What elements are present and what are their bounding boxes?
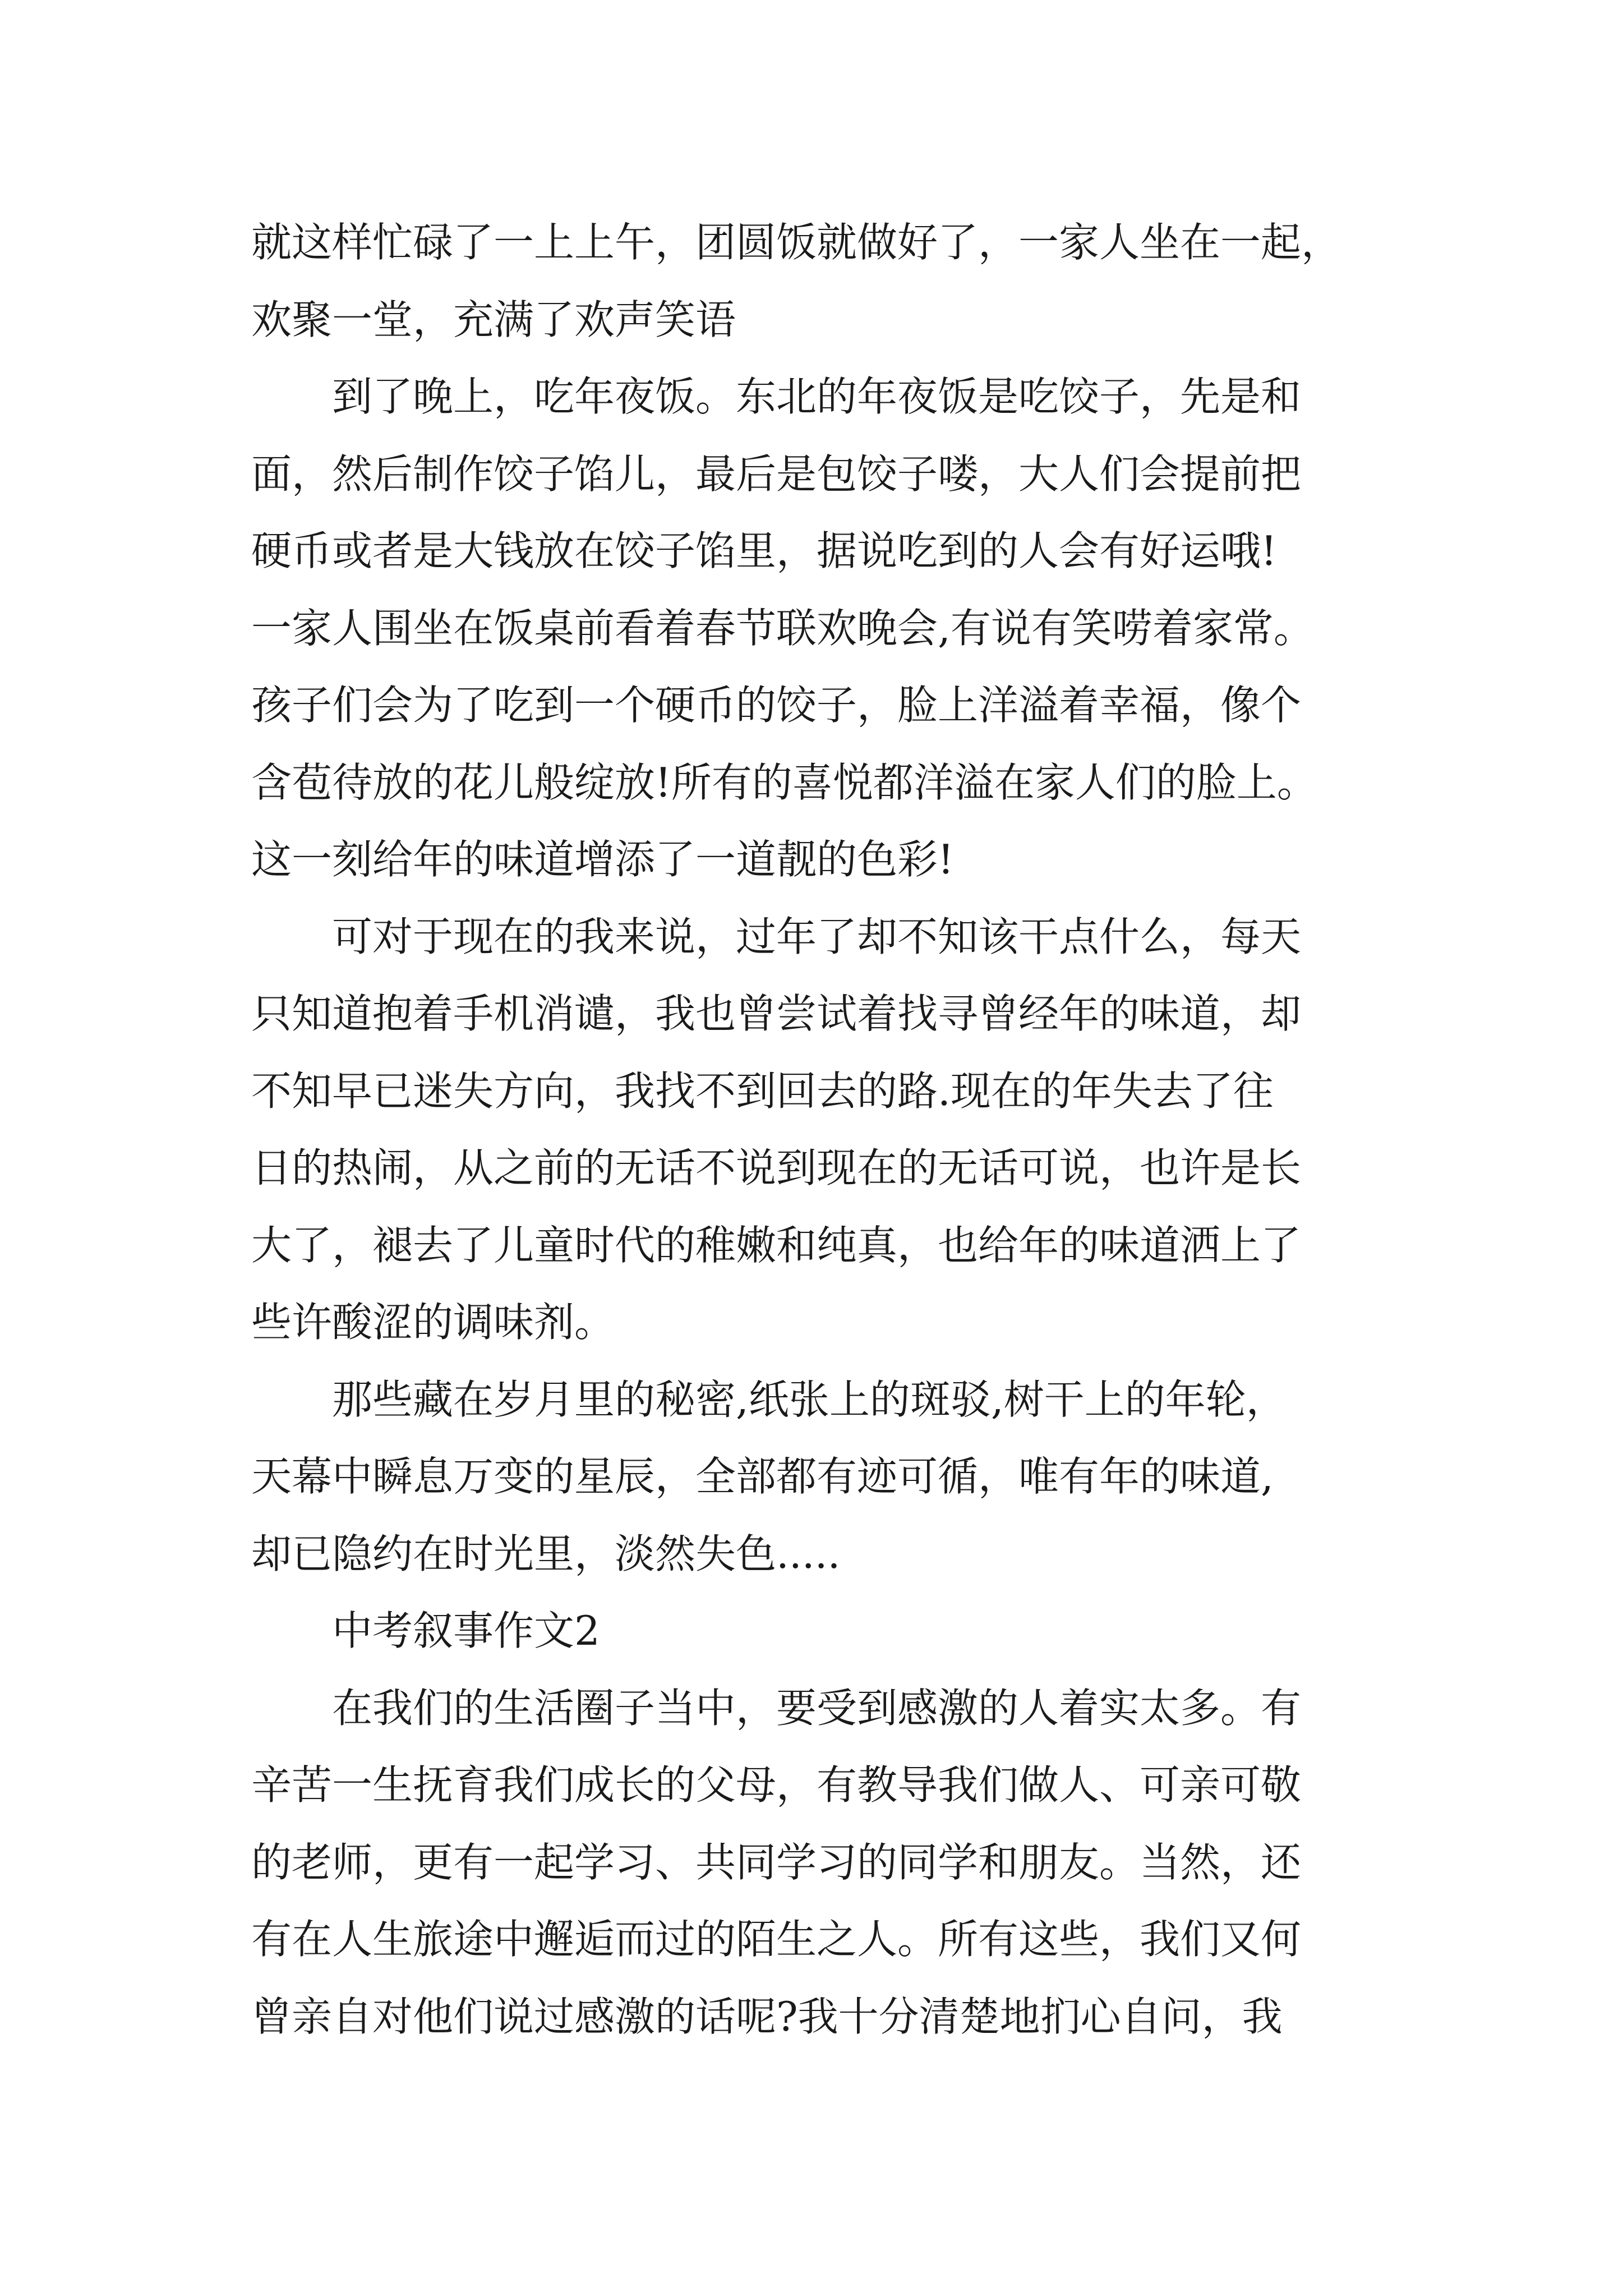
paragraph-first-line: 那些藏在岁月里的秘密,纸张上的斑驳,树干上的年轮， xyxy=(332,1376,1287,1423)
text-line: 一家人围坐在饭桌前看着春节联欢晚会,有说有笑唠着家常。 xyxy=(251,605,1314,652)
text-line: 日的热闹，从之前的无话不说到现在的无话可说，也许是长 xyxy=(251,1144,1302,1191)
text-line: 硬币或者是大钱放在饺子馅里，据说吃到的人会有好运哦! xyxy=(251,527,1277,574)
text-line: 不知早已迷失方向，我找不到回去的路.现在的年失去了往 xyxy=(251,1068,1274,1115)
text-line: 天幕中瞬息万变的星辰，全部都有迹可循，唯有年的味道, xyxy=(251,1453,1274,1500)
text-line: 面，然后制作饺子馅儿，最后是包饺子喽，大人们会提前把 xyxy=(251,450,1302,498)
text-line: 的老师，更有一起学习、共同学习的同学和朋友。当然，还 xyxy=(251,1839,1302,1886)
text-line: 这一刻给年的味道增添了一道靓的色彩! xyxy=(251,836,954,883)
text-line: 有在人生旅途中邂逅而过的陌生之人。所有这些，我们又何 xyxy=(251,1916,1302,1963)
text-line: 些许酸涩的调味剂。 xyxy=(251,1299,615,1346)
text-line: 却已隐约在时光里，淡然失色..... xyxy=(251,1530,841,1577)
text-line: 曾亲自对他们说过感激的话呢?我十分清楚地扪心自问，我 xyxy=(251,1993,1283,2040)
text-line: 只知道抱着手机消谴，我也曾尝试着找寻曾经年的味道，却 xyxy=(251,990,1302,1037)
text-line: 含苞待放的花儿般绽放!所有的喜悦都洋溢在家人们的脸上。 xyxy=(251,759,1317,806)
text-line: 就这样忙碌了一上上午，团圆饭就做好了，一家人坐在一起， xyxy=(251,219,1342,266)
text-line: 欢聚一堂，充满了欢声笑语 xyxy=(251,296,736,343)
section-heading: 中考叙事作文2 xyxy=(332,1607,600,1654)
text-line: 孩子们会为了吃到一个硬币的饺子，脸上洋溢着幸福，像个 xyxy=(251,682,1302,729)
paragraph-first-line: 可对于现在的我来说，过年了却不知该干点什么，每天 xyxy=(332,913,1302,960)
text-line: 辛苦一生抚育我们成长的父母，有教导我们做人、可亲可敬 xyxy=(251,1761,1302,1809)
paragraph-first-line: 在我们的生活圈子当中，要受到感激的人着实太多。有 xyxy=(332,1685,1302,1732)
text-line: 大了，褪去了儿童时代的稚嫩和纯真，也给年的味道洒上了 xyxy=(251,1222,1302,1269)
paragraph-first-line: 到了晚上，吃年夜饭。东北的年夜饭是吃饺子，先是和 xyxy=(332,373,1302,420)
